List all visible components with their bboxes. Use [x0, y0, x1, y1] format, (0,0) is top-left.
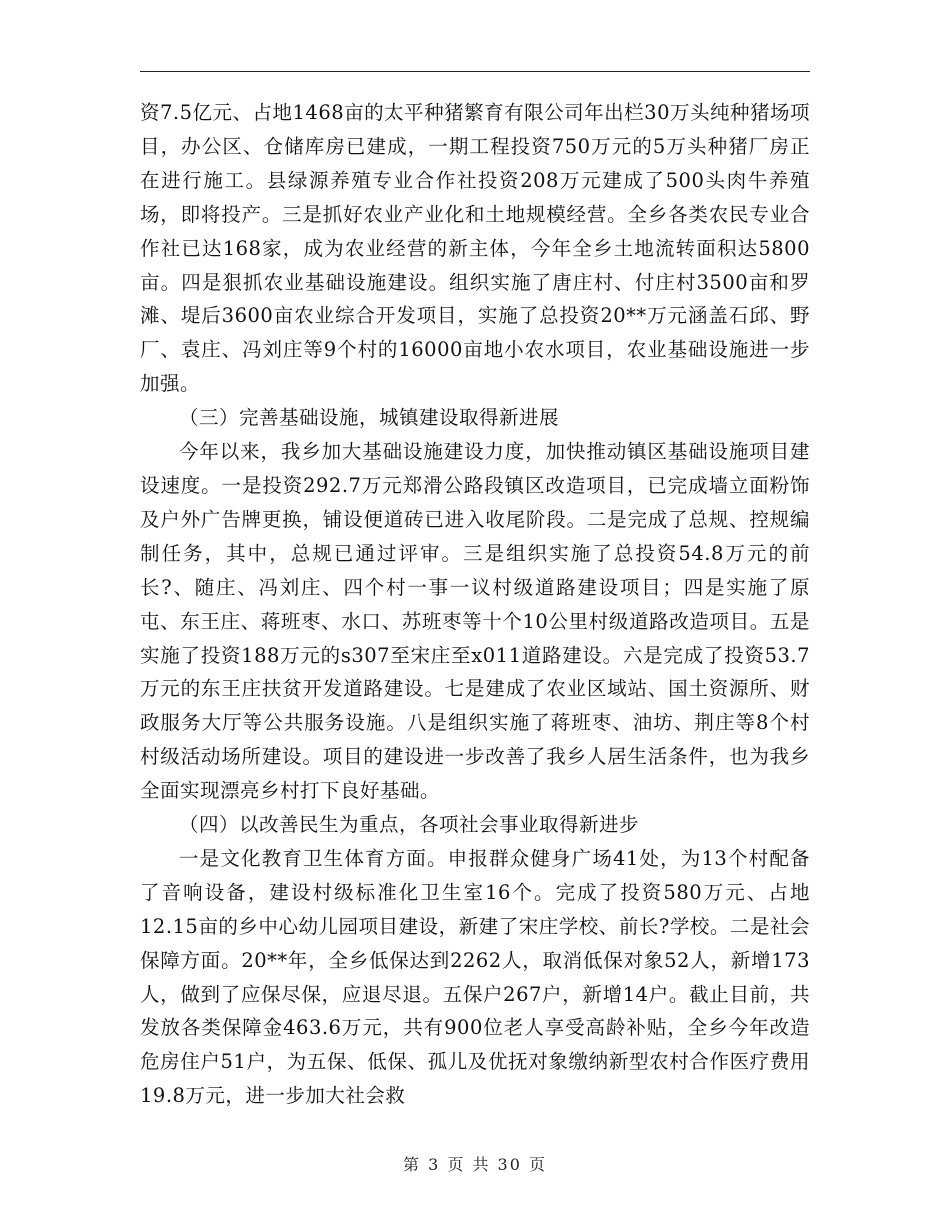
paragraph-infrastructure: 今年以来，我乡加大基础设施建设力度，加快推动镇区基础设施项目建设速度。一是投资292.7万元郑滑公路段镇区改造项目，已完成墙立面粉饰及户外广告牌更换，铺设便道砖已进入收尾阶段。二是完成了总规、控规编制任务，其中，总规已通过评审。三是组织实施了总投资54.8万元的前长?、随庄、冯刘庄、四个村一事一议村级道路建设项目；四是实施了原屯、东王庄、蒋班枣、水口、苏班枣等十个10公里村级道路改造项目。五是实施了投资188万元的s307至宋庄至x011道路建设。六是完成了投资53.7万元的东王庄扶贫开发道路建设。七是建成了农业区域站、国土资源所、财政服务大厅等公共服务设施。八是组织实施了蒋班枣、油坊、荆庄等8个村村级活动场所建设。项目的建设进一步改善了我乡人居生活条件，也为我乡全面实现漂亮乡村打下良好基础。 [140, 440, 810, 803]
paragraph-continuation: 资7.5亿元、占地1468亩的太平种猪繁育有限公司年出栏30万头纯种猪场项目，办公区、仓储库房已建成，一期工程投资750万元的5万头种猪厂房正在进行施工。县绿源养殖专业合作社投资208万元建成了500头肉牛养殖场，即将投产。三是抓好农业产业化和土地规模经营。全乡各类农民专业合作社已达168家，成为农业经营的新主体，今年全乡土地流转面积达5800亩。四是狠抓农业基础设施建设。组织实施了唐庄村、付庄村3500亩和罗滩、堤后3600亩农业综合开发项目，实施了总投资20**万元涵盖石邱、野厂、袁庄、冯刘庄等9个村的16000亩地小农水项目，农业基础设施进一步加强。 [140, 101, 810, 396]
paragraph-social-affairs: 一是文化教育卫生体育方面。申报群众健身广场41处，为13个村配备了音响设备，建设村级标准化卫生室16个。完成了投资580万元、占地12.15亩的乡中心幼儿园项目建设，新建了宋庄学校、前长?学校。二是社会保障方面。20**年，全乡低保达到2262人，取消低保对象52人，新增173人，做到了应保尽保，应退尽退。五保户267户，新增14户。截止目前，共发放各类保障金463.6万元，共有900位老人享受高龄补贴，全乡今年改造危房住户51户，为五保、低保、孤儿及优抚对象缴纳新型农村合作医疗费用19.8万元，进一步加大社会救 [140, 846, 810, 1108]
section-heading-3: （三）完善基础设施，城镇建设取得新进展 [179, 406, 560, 430]
page-footer: 第 3 页 共 30 页 [403, 1155, 547, 1174]
section-heading-4: （四）以改善民生为重点，各项社会事业取得新进步 [179, 813, 640, 837]
document-body [140, 96, 810, 1113]
header-rule [140, 71, 810, 72]
